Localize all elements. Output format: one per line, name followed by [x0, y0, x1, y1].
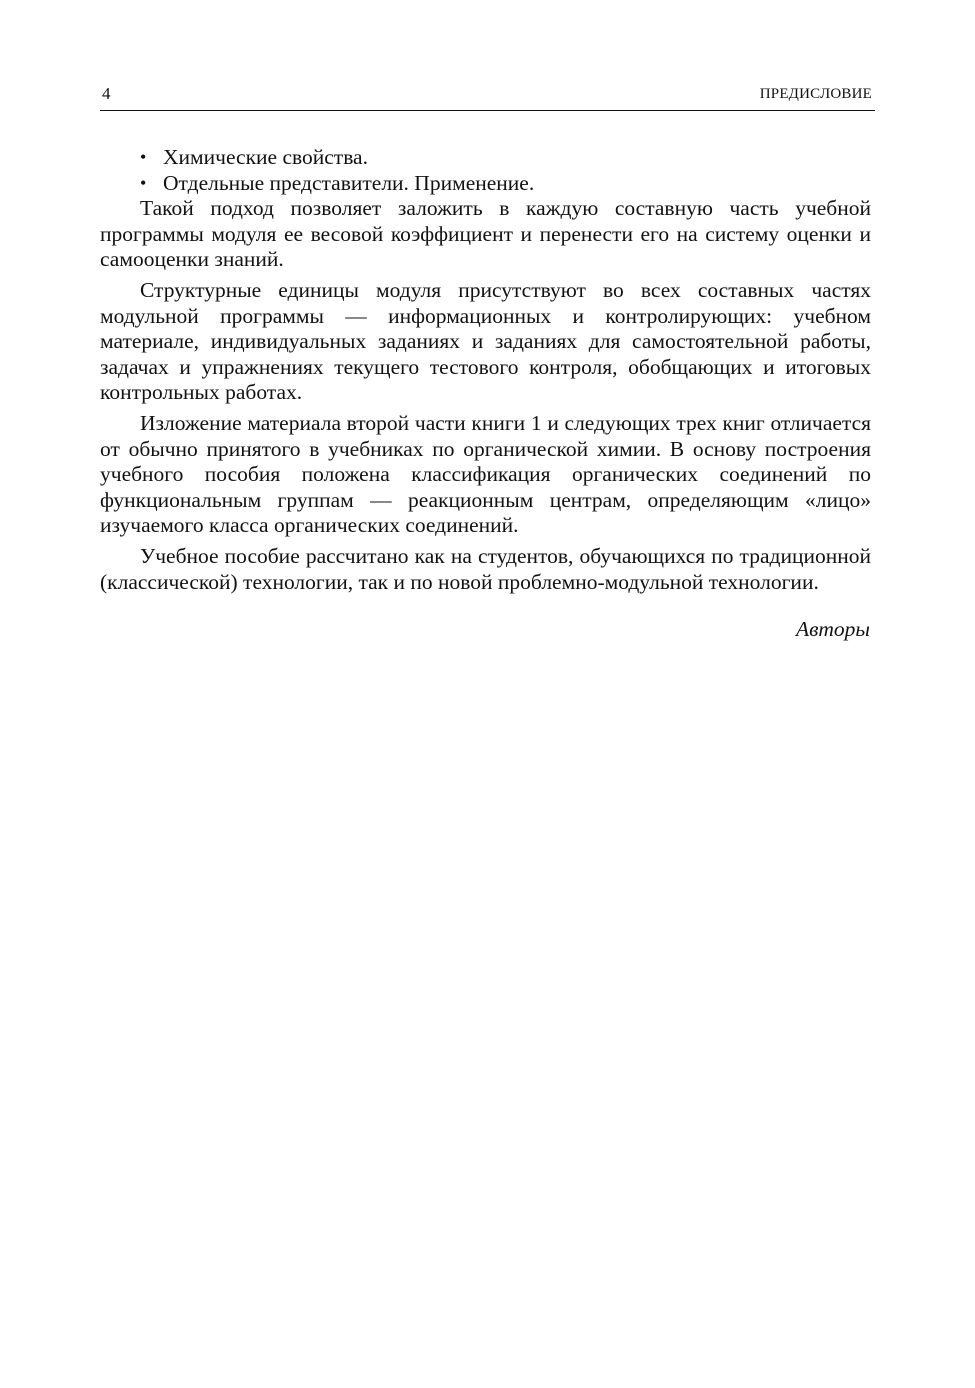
page-number: 4	[102, 84, 111, 103]
signature: Авторы	[795, 617, 870, 642]
bullet-text: Химические свойства.	[163, 145, 368, 169]
paragraph-presentation: Изложение материала второй части книги 1 и следующих трех книг отличается от обычно принятого в учебниках по органической химии. В основу построения учебного пособия положена классификация органических соединений по функциональным группам — реакционным центрам, определяющим «лицо» изучаемого класса органических соединений.	[100, 410, 871, 538]
paragraph-approach: Такой подход позволяет заложить в каждую составную часть учебной программы модуля ее весовой коэффициент и перенести его на систему оценки и самооценки знаний.	[100, 196, 871, 272]
section-title: ПРЕДИСЛОВИЕ	[759, 86, 872, 102]
bullet-icon: •	[140, 172, 147, 193]
bullet-item	[100, 145, 871, 171]
bullet-list	[100, 145, 871, 196]
body-text	[100, 145, 871, 664]
bullet-text: Отдельные представители. Применение.	[163, 170, 535, 195]
bullet-item	[100, 171, 871, 197]
running-header	[100, 82, 875, 111]
bullet-icon: •	[140, 147, 147, 167]
paragraph-structure: Структурные единицы модуля присутствуют во всех составных частях модульной программы — информационных и контролирующих: учебном материале, индивидуальных заданиях и заданиях для самостоятельной работы, задачах и упражнениях текущего тестового контроля, обобщающих и итоговых контрольных работах.	[100, 277, 871, 405]
paragraph-audience: Учебное пособие рассчитано как на студентов, обучающихся по традиционной (классической) технологии, так и по новой проблемно-модульной технологии.	[100, 543, 871, 594]
